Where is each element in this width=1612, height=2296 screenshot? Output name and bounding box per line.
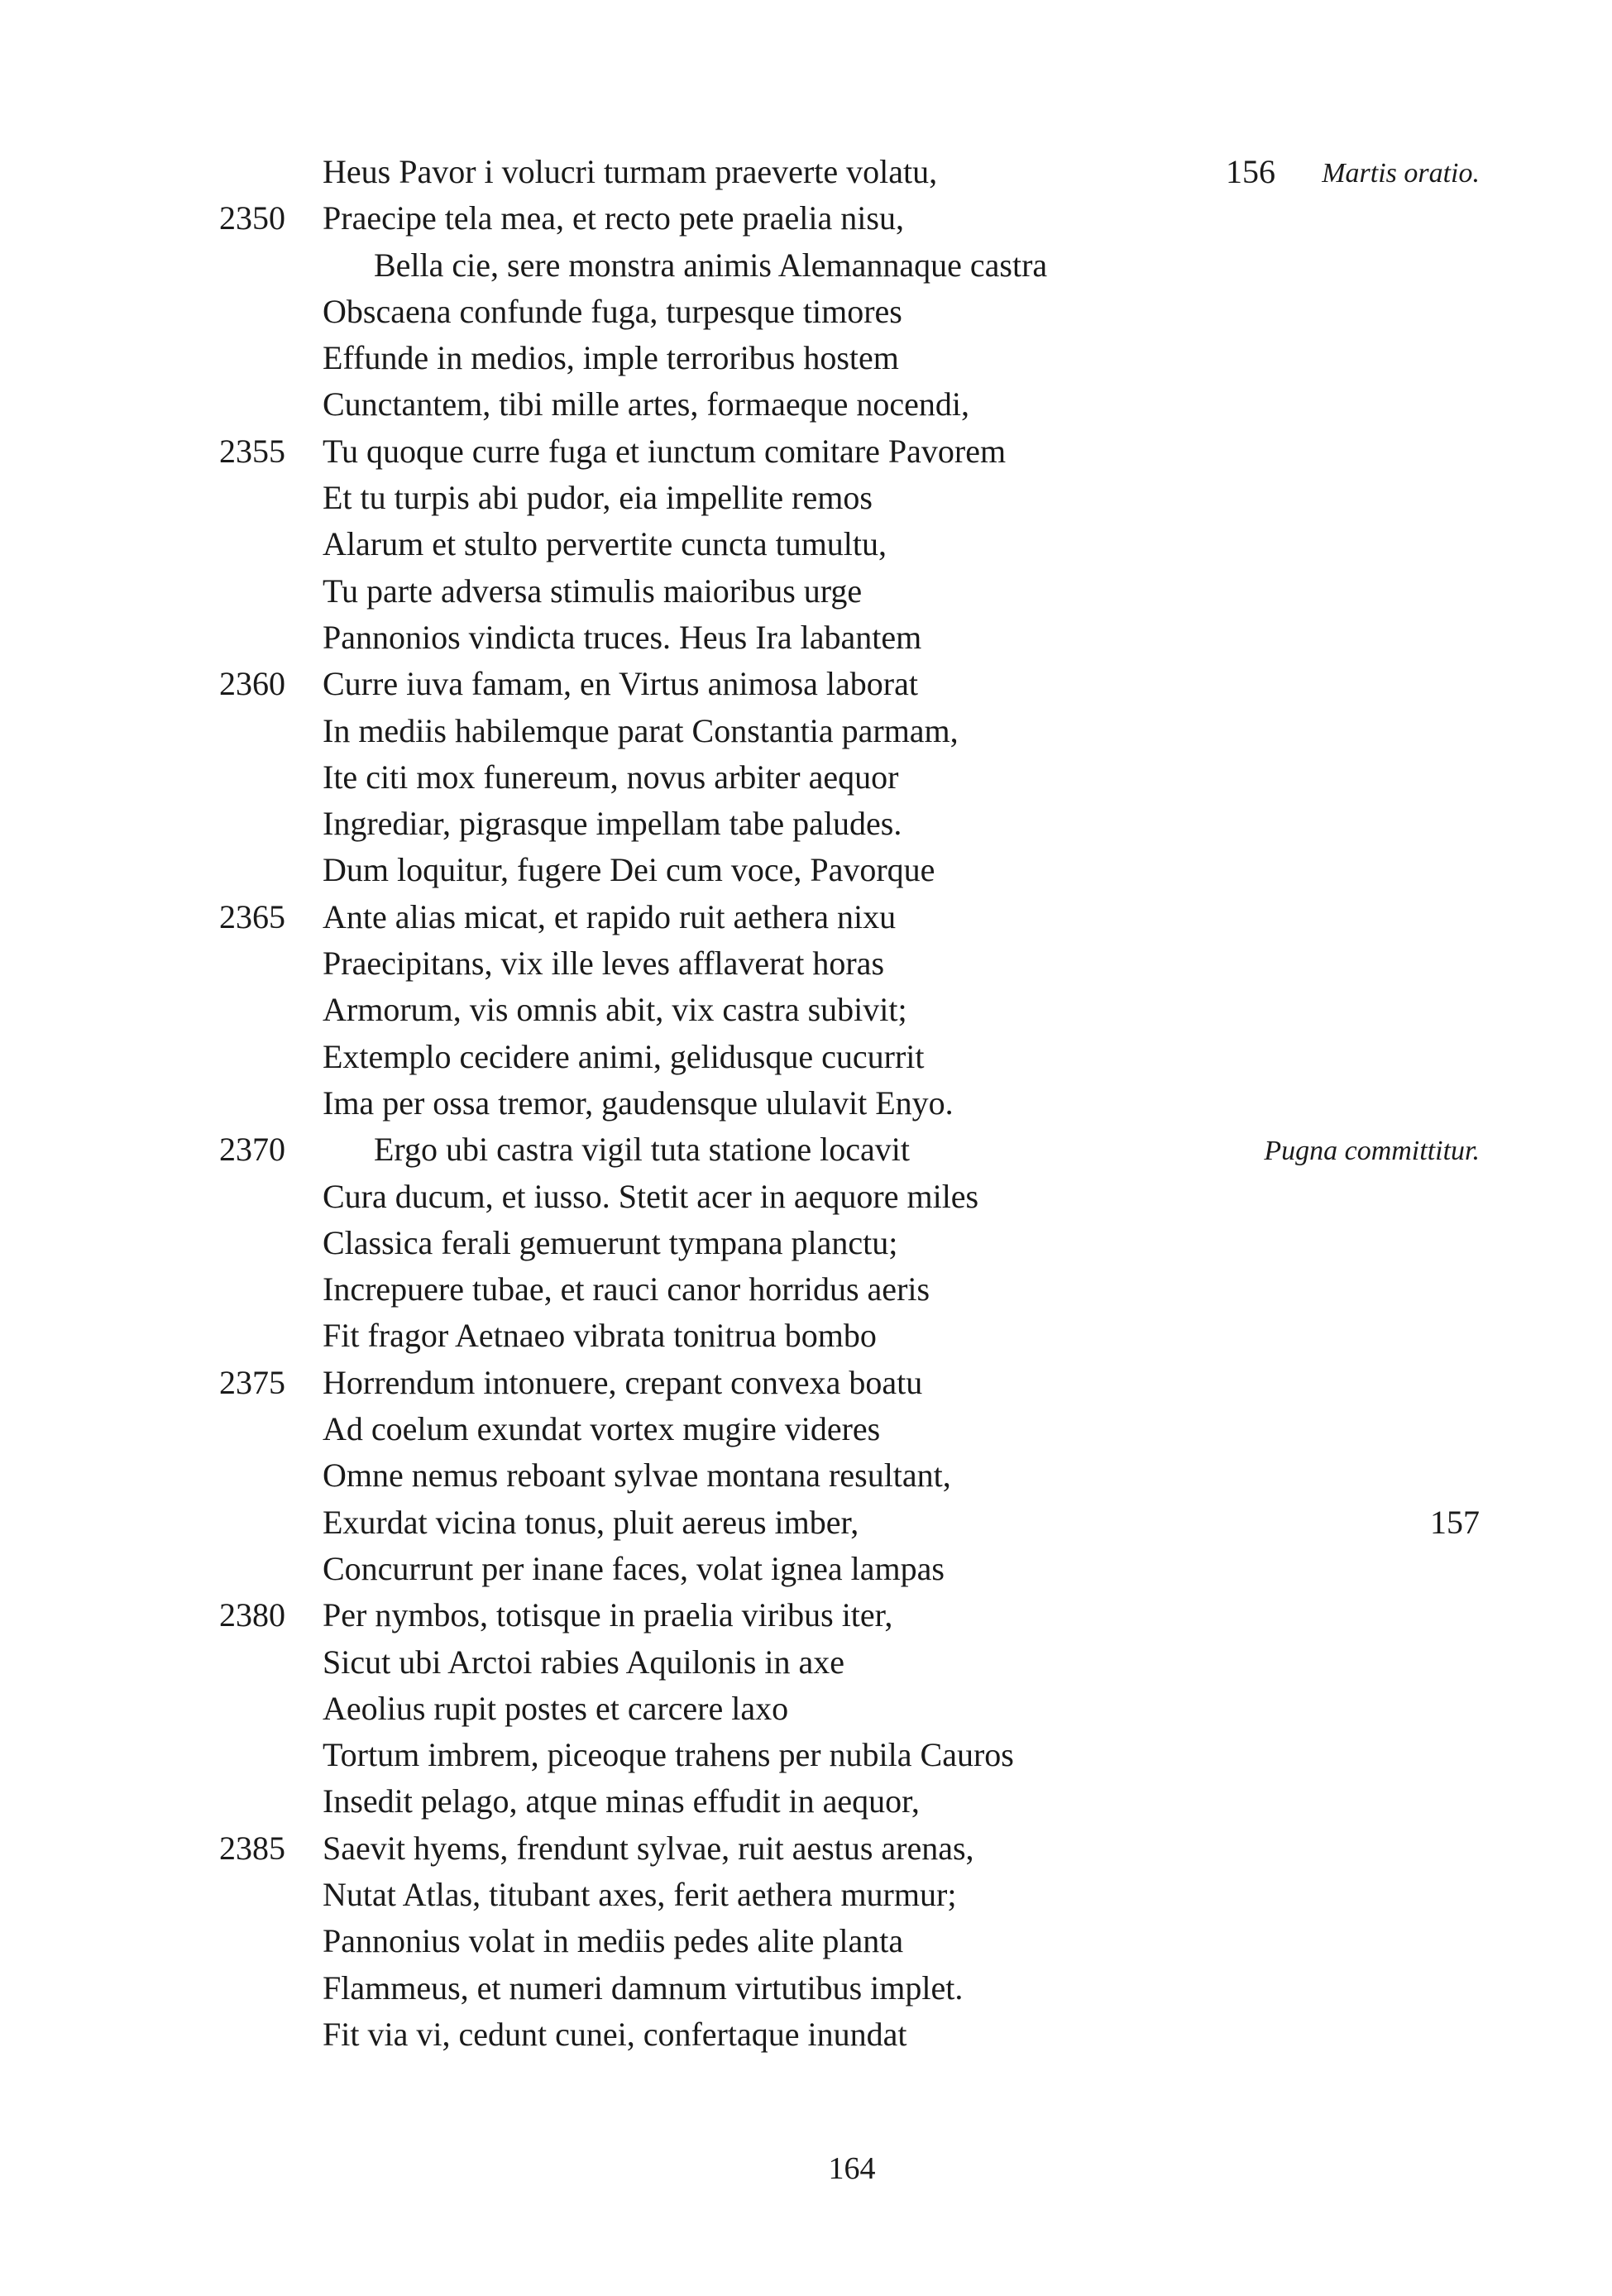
line-number: 2370 (219, 1131, 285, 1169)
verse-line (0, 847, 1612, 893)
line-number: 2350 (219, 199, 285, 237)
verse-text: Sicut ubi Arctoi rabies Aquilonis in axe (323, 1643, 845, 1681)
line-number: 2365 (219, 897, 285, 935)
verse-line (0, 381, 1612, 428)
verse-text: Ergo ubi castra vigil tuta statione locavit (374, 1131, 910, 1169)
verse-text: In mediis habilemque parat Constantia parmam, (323, 711, 959, 749)
line-number: 2375 (219, 1363, 285, 1401)
verse-text: Concurrunt per inane faces, volat ignea lampas (323, 1549, 945, 1587)
verse-text: Effunde in medios, imple terroribus hostem (323, 339, 899, 377)
verse-text: Praecipitans, vix ille leves afflaverat horas (323, 945, 885, 983)
verse-text: Aeolius rupit postes et carcere laxo (323, 1689, 789, 1727)
verse-text: Tu quoque curre fuga et iunctum comitare Pavorem (323, 432, 1007, 470)
verse-text: Tu parte adversa stimulis maioribus urge (323, 572, 863, 610)
verse-line (0, 1965, 1612, 2011)
verse-text: Fit via vi, cedunt cunei, confertaque inundat (323, 2015, 907, 2053)
verse-text: Ante alias micat, et rapido ruit aethera nixu (323, 897, 897, 935)
verse-line (0, 1080, 1612, 1126)
verse-text: Pannonius volat in mediis pedes alite planta (323, 1922, 904, 1960)
verse-line (0, 568, 1612, 615)
verse-line (0, 1174, 1612, 1220)
verse-text: Ima per ossa tremor, gaudensque ululavit Enyo. (323, 1083, 954, 1122)
verse-line (0, 1452, 1612, 1499)
verse-text: Fit fragor Aetnaeo vibrata tonitrua bombo (323, 1317, 877, 1355)
poem-body (0, 149, 1612, 2058)
verse-line (0, 195, 1612, 242)
verse-text: Cunctantem, tibi mille artes, formaeque nocendi, (323, 385, 969, 423)
verse-line (0, 1686, 1612, 1732)
verse-line (0, 661, 1612, 707)
verse-text: Omne nemus reboant sylvae montana resultant, (323, 1457, 951, 1495)
verse-line (0, 1872, 1612, 1918)
verse-line (0, 987, 1612, 1033)
verse-line (0, 801, 1612, 847)
verse-line (0, 1732, 1612, 1778)
verse-line (0, 1220, 1612, 1266)
verse-text: Insedit pelago, atque minas effudit in aequor, (323, 1782, 920, 1820)
verse-text: Ad coelum exundat vortex mugire videres (323, 1410, 881, 1448)
line-number: 2380 (219, 1596, 285, 1634)
verse-text: Ite citi mox funereum, novus arbiter aequor (323, 758, 899, 796)
verse-text: Exurdat vicina tonus, pluit aereus imber, (323, 1503, 859, 1541)
verse-text: Saevit hyems, frendunt sylvae, ruit aestus arenas, (323, 1829, 974, 1867)
margin-note: Pugna committitur. (1264, 1136, 1480, 1167)
verse-line (0, 521, 1612, 567)
verse-line (0, 708, 1612, 754)
verse-text: Pannonios vindicta truces. Heus Ira labantem (323, 618, 922, 656)
verse-text: Praecipe tela mea, et recto pete praelia nisu, (323, 199, 904, 237)
verse-line (0, 1778, 1612, 1825)
verse-line (0, 940, 1612, 987)
verse-line (0, 428, 1612, 475)
verse-line (0, 1918, 1612, 1964)
verse-line (0, 1313, 1612, 1359)
verse-line (0, 149, 1612, 195)
verse-text: Tortum imbrem, piceoque trahens per nubila Cauros (323, 1736, 1014, 1774)
verse-text: Ingrediar, pigrasque impellam tabe paludes. (323, 805, 902, 843)
line-number: 2355 (219, 432, 285, 470)
verse-text: Increpuere tubae, et rauci canor horridus aeris (323, 1270, 930, 1308)
verse-line (0, 2011, 1612, 2058)
verse-line (0, 242, 1612, 289)
line-number: 2385 (219, 1829, 285, 1867)
original-page-marker: 156 (1226, 153, 1275, 190)
verse-line (0, 615, 1612, 661)
original-page-marker: 157 (1430, 1503, 1480, 1541)
page-number: 164 (828, 2151, 876, 2186)
verse-line (0, 1500, 1612, 1546)
verse-text: Obscaena confunde fuga, turpesque timores (323, 292, 902, 330)
verse-text: Heus Pavor i volucri turmam praeverte volatu, (323, 153, 938, 190)
verse-line (0, 754, 1612, 801)
verse-line (0, 289, 1612, 335)
verse-text: Alarum et stulto pervertite cuncta tumultu, (323, 525, 887, 563)
verse-text: Horrendum intonuere, crepant convexa boatu (323, 1363, 923, 1401)
line-number: 2360 (219, 665, 285, 703)
verse-text: Extemplo cecidere animi, gelidusque cucurrit (323, 1037, 925, 1075)
verse-text: Nutat Atlas, titubant axes, ferit aethera murmur; (323, 1875, 957, 1913)
margin-note: Martis oratio. (1322, 158, 1480, 189)
verse-text: Dum loquitur, fugere Dei cum voce, Pavorque (323, 851, 935, 889)
verse-line (0, 1266, 1612, 1313)
verse-line (0, 1406, 1612, 1452)
verse-line (0, 1825, 1612, 1872)
verse-text: Cura ducum, et iusso. Stetit acer in aequore miles (323, 1177, 979, 1215)
verse-line (0, 1546, 1612, 1592)
verse-text: Flammeus, et numeri damnum virtutibus implet. (323, 1968, 964, 2007)
verse-line (0, 475, 1612, 521)
verse-line (0, 335, 1612, 381)
verse-line (0, 1639, 1612, 1686)
verse-line (0, 1126, 1612, 1173)
verse-line (0, 1034, 1612, 1080)
verse-line (0, 1592, 1612, 1638)
verse-line (0, 894, 1612, 940)
verse-text: Bella cie, sere monstra animis Alemannaque castra (374, 246, 1048, 284)
verse-text: Armorum, vis omnis abit, vix castra subivit; (323, 991, 907, 1029)
verse-text: Et tu turpis abi pudor, eia impellite remos (323, 479, 873, 517)
verse-text: Curre iuva famam, en Virtus animosa laborat (323, 665, 918, 703)
verse-text: Classica ferali gemuerunt tympana planctu; (323, 1223, 898, 1261)
verse-line (0, 1360, 1612, 1406)
verse-text: Per nymbos, totisque in praelia viribus iter, (323, 1596, 893, 1634)
